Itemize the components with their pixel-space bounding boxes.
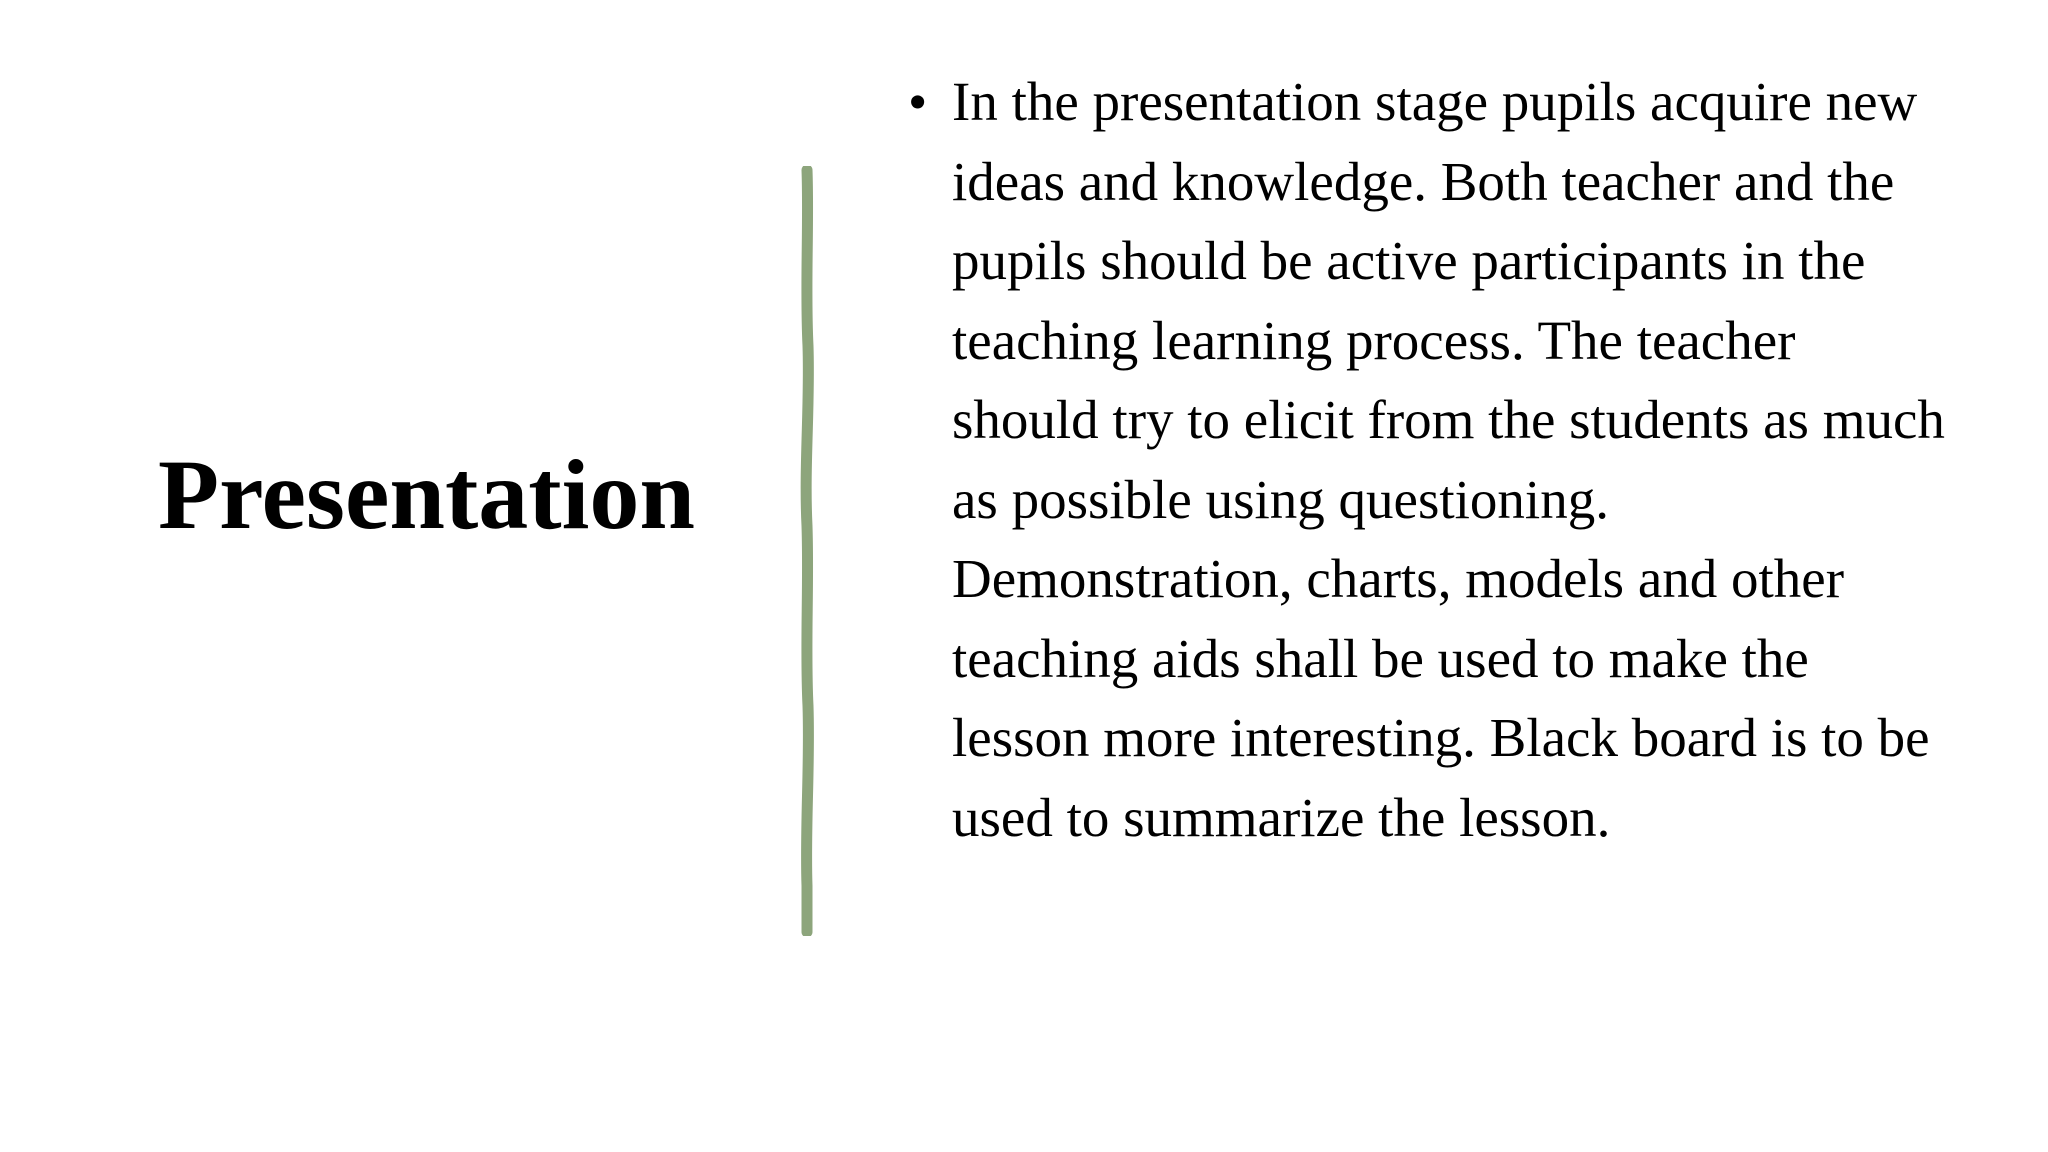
- bullet-list: [906, 62, 1946, 857]
- vertical-divider-line: [794, 166, 820, 936]
- bullet-item: [906, 62, 1946, 857]
- divider-stroke: [806, 170, 808, 932]
- bullet-text: In the presentation stage pupils acquire new ideas and knowledge. Both teacher and the pupils should be active participants in the teaching learning process. The teacher should try to elicit from the students as much as possible using questioning. Demonstration, charts, models and other teaching aids shall be used to make the lesson more interesting. Black board is to be used to summarize the lesson.: [952, 71, 1945, 848]
- slide-title: Presentation: [158, 439, 695, 550]
- content-area: [906, 62, 1946, 857]
- bullet-point-icon: •: [908, 71, 928, 132]
